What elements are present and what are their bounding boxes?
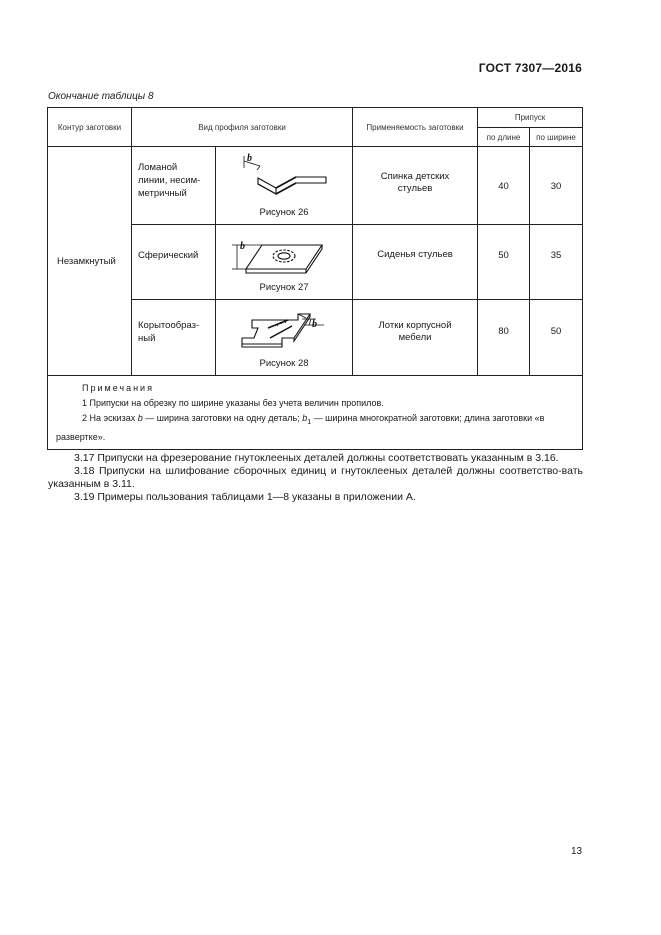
width-cell: 30 — [530, 147, 583, 225]
body-text — [48, 452, 583, 504]
note-2-subscript: 1 — [307, 418, 312, 426]
application-cell — [353, 300, 478, 376]
page-number: 13 — [571, 846, 583, 857]
figure-cell — [216, 147, 353, 225]
figure-cell — [216, 225, 353, 300]
width-label-b: b — [312, 319, 317, 330]
profile-line: метричный — [138, 188, 187, 199]
note-2-symbol: b — [302, 413, 308, 423]
application-cell — [353, 147, 478, 225]
figure-cell — [216, 300, 353, 376]
note-2-text: 2 На эскизах — [82, 413, 138, 423]
table-row — [48, 147, 583, 225]
header-application: Применяемость заготовки — [353, 108, 478, 147]
header-allowance: Припуск — [478, 108, 583, 128]
table-caption: Окончание таблицы 8 — [48, 91, 154, 102]
profile-line: ный — [138, 332, 156, 344]
note-2-text: — ширина заготовки на одну деталь; — [142, 413, 303, 423]
figure-caption: Рисунок 27 — [259, 282, 309, 293]
figure-caption: Рисунок 26 — [259, 207, 309, 218]
width-cell: 50 — [530, 300, 583, 376]
notes-title: Примечания — [82, 383, 154, 393]
paragraph-3-17: 3.17 Припуски на фрезерование гнутоклееных деталей должны соответствовать указанным в 3.16. — [74, 452, 559, 464]
profile-cell — [132, 300, 216, 376]
width-label-b: b — [247, 153, 252, 164]
width-label-b: b — [240, 241, 245, 252]
application-line: Сиденья стульев — [377, 249, 453, 260]
header-contour: Контур заготовки — [48, 108, 132, 147]
width-cell: 35 — [530, 225, 583, 300]
application-line: стульев — [397, 183, 433, 194]
notes-row — [48, 376, 583, 450]
application-line: мебели — [398, 331, 432, 343]
application-line: Спинка детских — [380, 171, 450, 182]
profile-cell — [132, 147, 216, 225]
note-2-symbol: b — [137, 413, 143, 423]
length-cell: 40 — [478, 147, 530, 225]
contour-cell: Незамкнутый — [48, 147, 132, 376]
notes-cell — [48, 376, 583, 450]
standard-number: ГОСТ 7307—2016 — [478, 61, 582, 75]
profile-line: линии, несим- — [138, 175, 201, 186]
figure-caption: Рисунок 28 — [259, 358, 309, 369]
profile-cell — [132, 225, 216, 300]
length-cell: 80 — [478, 300, 530, 376]
note-1: 1 Припуски на обрезку по ширине указаны без учета величин пропилов. — [82, 398, 384, 408]
length-cell: 50 — [478, 225, 530, 300]
header-profile: Вид профиля заготовки — [132, 108, 353, 147]
note-2-text: — ширина многократной заготовки; длина заготовки «в развертке». — [56, 413, 545, 442]
allowance-table — [47, 107, 583, 450]
application-cell — [353, 225, 478, 300]
paragraph-3-19: 3.19 Примеры пользования таблицами 1—8 указаны в приложении А. — [74, 491, 416, 503]
profile-line: Ломаной — [138, 162, 178, 173]
application-line: Лотки корпусной — [378, 319, 452, 331]
header-by-length: по длине — [478, 128, 530, 147]
note-2 — [56, 411, 576, 445]
profile-line: Сферический — [138, 249, 199, 261]
paragraph-3-18: 3.18 Припуски на шлифование сборочных единиц и гнутоклееных деталей должны соответство-вать указанным в 3.11. — [48, 465, 583, 490]
profile-line: Корытообраз- — [138, 319, 200, 331]
header-by-width: по ширине — [530, 128, 583, 147]
